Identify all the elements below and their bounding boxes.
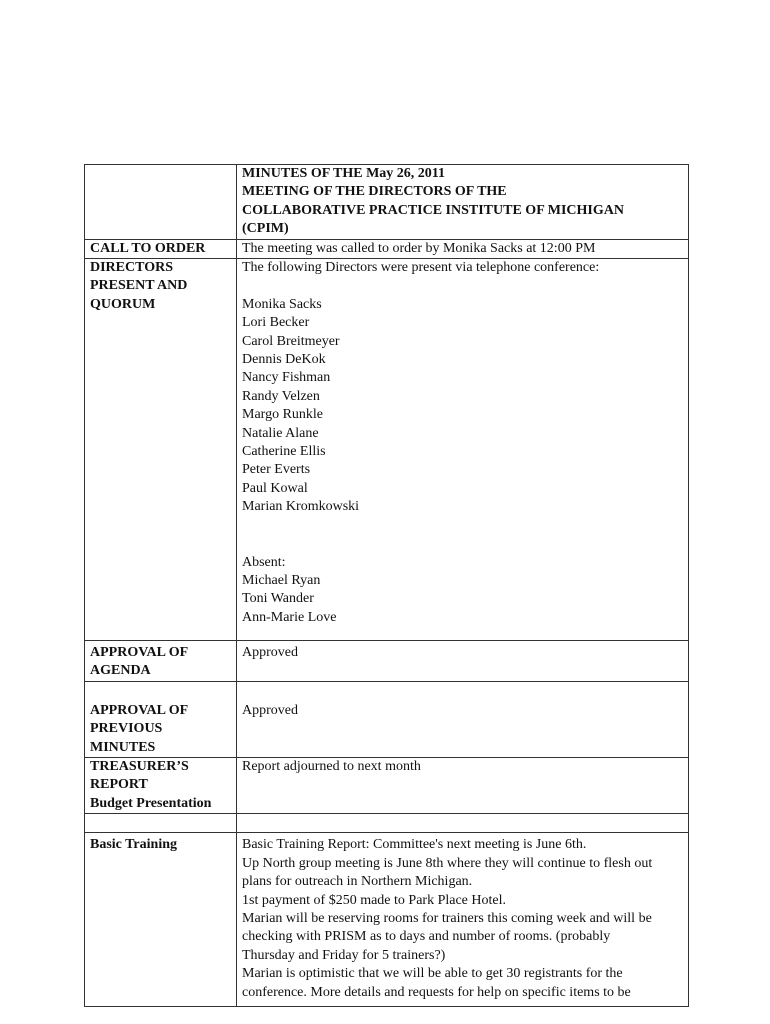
- treasurer-label-line: TREASURER’S: [90, 759, 189, 775]
- table-row: [85, 814, 689, 833]
- basic-training-line: Marian will be reserving rooms for trainers this coming week and will be: [242, 910, 652, 926]
- agenda-label-line: APPROVAL OF: [90, 645, 189, 661]
- director-name: Marian Kromkowski: [242, 499, 360, 515]
- director-name: Nancy Fishman: [242, 370, 331, 386]
- basic-training-line: Thursday and Friday for 5 trainers?): [242, 947, 446, 963]
- absent-name: Michael Ryan: [242, 572, 321, 588]
- previous-minutes-label: [85, 681, 237, 757]
- director-name: Dennis DeKok: [242, 352, 326, 368]
- previous-minutes-label-line: APPROVAL OF: [90, 702, 189, 718]
- title-line: MINUTES OF THE May 26, 2011: [242, 166, 446, 181]
- absent-name: Ann-Marie Love: [242, 609, 337, 625]
- basic-training-line: Basic Training Report: Committee's next meeting is June 6th.: [242, 837, 587, 853]
- agenda-label: [85, 641, 237, 682]
- basic-training-line: conference. More details and requests for help on specific items to be: [242, 984, 631, 1000]
- table-row: [85, 259, 689, 641]
- blank-cell: [237, 814, 689, 833]
- director-name: Paul Kowal: [242, 480, 308, 496]
- absent-name: Toni Wander: [242, 591, 314, 607]
- director-name: Catherine Ellis: [242, 444, 326, 460]
- previous-minutes-text: [237, 681, 689, 757]
- table-row: [85, 833, 689, 1007]
- budget-presentation-label: Budget Presentation: [90, 795, 212, 811]
- table-row: [85, 239, 689, 258]
- basic-training-line: checking with PRISM as to days and number of rooms. (probably: [242, 929, 611, 945]
- call-to-order-label: CALL TO ORDER: [85, 239, 237, 258]
- document-title: [237, 165, 689, 240]
- directors-content: [237, 259, 689, 641]
- title-line: MEETING OF THE DIRECTORS OF THE: [242, 184, 507, 200]
- basic-training-line: 1st payment of $250 made to Park Place Hotel.: [242, 892, 506, 908]
- header-label-cell: [85, 165, 237, 240]
- director-name: Carol Breitmeyer: [242, 333, 340, 349]
- previous-minutes-label-line: MINUTES: [90, 739, 156, 755]
- director-name: Margo Runkle: [242, 407, 324, 423]
- directors-intro: The following Directors were present via telephone conference:: [242, 260, 600, 276]
- title-line: (CPIM): [242, 221, 289, 237]
- director-name: Lori Becker: [242, 315, 310, 331]
- treasurer-status: Report adjourned to next month: [242, 759, 421, 775]
- agenda-text: [237, 641, 689, 682]
- minutes-table: [84, 164, 689, 1007]
- directors-label-line: QUORUM: [90, 296, 156, 312]
- basic-training-content: [237, 833, 689, 1007]
- treasurer-label-line: REPORT: [90, 777, 148, 793]
- table-row: [85, 758, 689, 814]
- director-name: Natalie Alane: [242, 425, 319, 441]
- directors-label: [85, 259, 237, 641]
- call-to-order-text: [237, 239, 689, 258]
- director-name: Randy Velzen: [242, 388, 320, 404]
- basic-training-line: Marian is optimistic that we will be able to get 30 registrants for the: [242, 966, 623, 982]
- basic-training-line: Up North group meeting is June 8th where they will continue to flesh out: [242, 855, 653, 871]
- agenda-status: Approved: [242, 645, 298, 661]
- previous-minutes-label-line: PREVIOUS: [90, 721, 163, 737]
- basic-training-line: plans for outreach in Northern Michigan.: [242, 874, 473, 890]
- table-row: [85, 165, 689, 240]
- table-row: [85, 681, 689, 757]
- blank-cell: [85, 814, 237, 833]
- treasurer-label: [85, 758, 237, 814]
- director-name: Peter Everts: [242, 462, 311, 478]
- call-to-order-line: The meeting was called to order by Monika Sacks at 12:00 PM: [242, 240, 596, 256]
- treasurer-text: [237, 758, 689, 814]
- agenda-label-line: AGENDA: [90, 663, 151, 679]
- director-name: Monika Sacks: [242, 296, 322, 312]
- previous-minutes-status: Approved: [242, 702, 298, 718]
- directors-label-line: PRESENT AND: [90, 278, 188, 294]
- basic-training-label: Basic Training: [85, 833, 237, 1007]
- title-line: COLLABORATIVE PRACTICE INSTITUTE OF MICHIGAN: [242, 202, 624, 218]
- table-row: [85, 641, 689, 682]
- absent-label: Absent:: [242, 554, 286, 570]
- directors-label-line: DIRECTORS: [90, 260, 173, 276]
